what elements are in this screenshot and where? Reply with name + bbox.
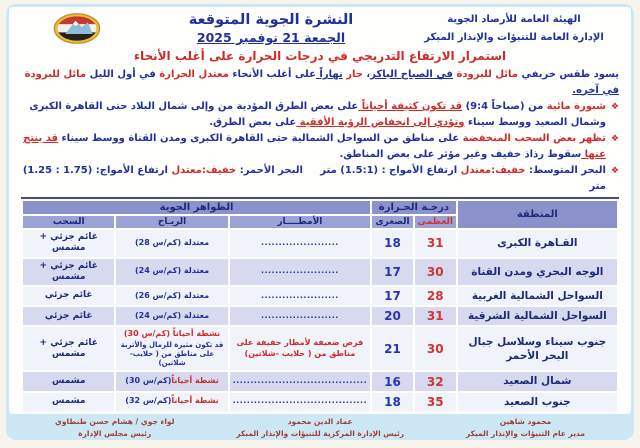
cell-clouds: غائم جزئي + مشمس [23, 230, 114, 257]
temperature-header: درجـة الحـرارة [372, 201, 456, 214]
agency-line-1: الهيئة العامة للأرصاد الجوية [447, 14, 581, 25]
cell-min: 17 [372, 287, 413, 305]
text-segment: (26 كم/س) [134, 290, 182, 300]
text-segment: شبورة مائية [543, 101, 606, 112]
text-segment: قد ينتج عنها [23, 133, 606, 160]
table-row-7 [23, 393, 617, 411]
text-segment: في أول الليل [86, 69, 156, 80]
page-title: النشرة الجوية المتوقعة [188, 12, 354, 28]
text-segment: (30 كم/س) [125, 376, 172, 386]
diamond-bullet-icon: ❖ [610, 102, 619, 112]
table-row-4 [23, 307, 617, 325]
cell-clouds: مشمس [23, 372, 114, 390]
text-segment: على أغلب الأنحاء [228, 69, 316, 80]
text-segment: خفيف:معتدل [167, 165, 237, 176]
header-row-1 [23, 201, 617, 214]
text-segment: متر [589, 180, 606, 192]
cell-clouds: مشمس [23, 393, 114, 411]
cell-clouds: غائم جزئي + مشمس [23, 259, 114, 286]
text-segment: على بعض الطرق المؤدية من وإلى شمال البلاد حتى القاهرة الكبرى وشمال الصعيد ووسط سيناء [29, 101, 606, 128]
sea-state-paragraph [21, 163, 619, 194]
cell-max: 30 [415, 259, 456, 286]
text-segment: في آخره. [572, 84, 619, 96]
headline: استمرار الارتفاع التدريجي في درجات الحرارة على أغلب الأنحاء [133, 49, 507, 63]
text-segment: (9:4 صباحاً) [465, 101, 525, 112]
bulletin-panel [9, 7, 631, 414]
cell-rain [230, 372, 370, 390]
cell-max: 30 [415, 327, 456, 370]
paragraph-text [21, 131, 606, 162]
phenomena-header: الظواهر الجوية [23, 201, 370, 214]
cell-wind [116, 287, 227, 305]
text-segment: تظهر بعض السحب المنخفضة [459, 133, 606, 144]
signature-central-admin-head [236, 416, 404, 439]
text-segment: البحر المتوسط: [525, 165, 606, 176]
paragraph-text [21, 163, 606, 194]
cell-wind [116, 259, 227, 286]
cell-min: 16 [372, 372, 413, 390]
text-segment: مائل للبرودة [452, 69, 518, 80]
text-segment: يسود طقس خريفي [517, 69, 619, 80]
cell-wind [116, 327, 227, 370]
text-segment: (1.25 : 1.75) [22, 165, 93, 176]
text-segment: معتدل الحرارة [155, 69, 229, 80]
text-segment: نشطة أحياناً [170, 329, 221, 339]
cell-max: 28 [415, 287, 456, 305]
paragraph-text [21, 99, 606, 130]
cell-max: 35 [415, 393, 456, 411]
cell-min: 18 [372, 393, 413, 411]
text-segment: مائل للبرودة [24, 69, 87, 80]
text-segment: (24 كم/س) [134, 266, 182, 276]
text-segment: قد تكون مثيرة للرمال والأتربة على مناطق من ( حلايب-شلاتين) [120, 341, 224, 368]
cell-wind [116, 230, 227, 257]
cell-region: الوجه البحري ومدن القناة [458, 259, 617, 286]
cell-rain [230, 259, 370, 286]
text-segment: متر [302, 165, 341, 176]
cell-min: 18 [372, 230, 413, 257]
cell-rain [230, 393, 370, 411]
text-segment: حار [342, 69, 363, 80]
clouds-header: السحب [23, 216, 114, 228]
text-segment: معتدلة [181, 310, 210, 320]
text-segment: نهاراً [315, 69, 343, 80]
cell-region: شمال الصعيد [458, 372, 617, 390]
cell-rain [230, 327, 370, 370]
signature-name: لواء جوي / هشام حسن طنطاوي [55, 417, 175, 427]
cell-max: 32 [415, 372, 456, 390]
text-segment: على مناطق من السواحل الشمالية حتى القاهرة الكبرى ومدن القناة ووسط سيناء [58, 133, 460, 144]
signature-title: مدير عام التنبؤات والإنذار المبكر [465, 429, 585, 438]
cell-rain [230, 230, 370, 257]
general-weather-paragraph [21, 67, 619, 98]
signature-name: عماد الدين محمود [287, 417, 353, 427]
signature-board-chairman [55, 416, 174, 439]
text-segment: (28 كم/س) [134, 237, 182, 247]
table-row-5 [23, 327, 617, 370]
text-segment: من [524, 101, 544, 112]
text-segment: (24 كم/س) [134, 310, 182, 320]
region-header: المنطقة [458, 201, 617, 228]
text-segment: ...................... [260, 266, 339, 276]
text-segment: قد تكون كثيفة أحياناً [358, 101, 463, 112]
clouds-paragraph [21, 131, 619, 162]
text-segment: سقوط رذاذ خفيف وغير مؤثر على بعض المناطق. [339, 148, 582, 160]
paragraph-text [21, 67, 619, 98]
cell-clouds: غائم جزئي + مشمس [23, 327, 114, 370]
signatures-footer [0, 416, 640, 440]
forecast-table-body [23, 230, 617, 411]
text-segment: نشطة أحياناً [171, 396, 219, 406]
diamond-bullet-icon: ❖ [610, 166, 619, 176]
cell-rain [230, 287, 370, 305]
table-row-6 [23, 372, 617, 390]
text-segment: البحر الأحمر: [236, 165, 303, 176]
cell-min: 21 [372, 327, 413, 370]
agency-name-block [409, 11, 619, 46]
text-segment: (1.5:1) [340, 165, 379, 176]
text-segment: ارتفاع الأمواج: [92, 165, 168, 176]
signature-director-general [466, 416, 585, 439]
text-segment: ...................... [260, 237, 339, 247]
text-segment: ...................... [260, 310, 339, 320]
document-header [21, 11, 619, 46]
text-segment: معتدلة [181, 237, 210, 247]
cell-min: 20 [372, 307, 413, 325]
forecast-table [21, 197, 619, 413]
cell-min: 17 [372, 259, 413, 286]
cell-wind [116, 372, 227, 390]
agency-line-2: الإدارة العامة للتنبؤات والإنذار المبكر [424, 31, 604, 43]
text-segment: فرص ضعيفة لأمطار خفيفة على مناطق من ( حلايب -شلاتين) [236, 338, 364, 358]
text-segment: ارتفاع الأمواج : [378, 165, 458, 176]
text-segment: نشطة أحياناً [171, 376, 219, 386]
bulletin-date: الجمعة 21 نوفمبر 2025 [196, 30, 346, 45]
signature-title: رئيس مجلس الإدارة [78, 429, 152, 438]
forecast-table-header [23, 201, 617, 228]
cell-clouds: غائم جزئي [23, 307, 114, 325]
text-segment: (30 كم/س) [123, 329, 171, 339]
cell-wind [116, 393, 227, 411]
cell-wind [116, 307, 227, 325]
text-segment: (32 كم/س) [125, 396, 172, 406]
temp-max-header: العظمى [415, 216, 456, 228]
cell-region: جنوب الصعيد [458, 393, 617, 411]
text-segment: ...................................... [232, 396, 368, 406]
table-row-2 [23, 259, 617, 286]
cell-region: جنوب سيناء وسلاسل جبال البحر الأحمر [458, 327, 617, 370]
text-segment: على بعض الطرق. [209, 116, 297, 128]
text-segment: معتدلة [181, 266, 210, 276]
logo-block [21, 11, 133, 46]
cell-region: القـاهرة الكبرى [458, 230, 617, 257]
cell-rain [230, 307, 370, 325]
table-row-1 [23, 230, 617, 257]
wind-header: الريـاح [116, 216, 227, 228]
title-block [133, 12, 409, 45]
signature-title: رئيس الإدارة المركزية للتنبؤات والإنذار المبكر [236, 429, 405, 438]
text-segment: في الصباح الباكر [370, 69, 453, 80]
text-segment: معتدلة [181, 290, 210, 300]
text-segment: وتؤدي إلى انخفاض الرؤية الأفقية [296, 116, 465, 128]
rain-header: الأمطــــار [230, 216, 370, 228]
cell-region: السواحل الشمالية الشرقية [458, 307, 617, 325]
text-segment: ...................... [260, 290, 339, 300]
fog-paragraph [21, 99, 619, 130]
temp-min-header: الصغرى [372, 216, 413, 228]
signature-name: محمود شاهين [499, 417, 552, 427]
cell-max: 31 [415, 230, 456, 257]
cell-region: السواحل الشمالية الغربية [458, 287, 617, 305]
text-segment: ، [362, 69, 371, 80]
cell-max: 31 [415, 307, 456, 325]
meteorological-authority-logo-icon [52, 11, 102, 46]
cell-clouds: غائم جزئي [23, 287, 114, 305]
text-segment: ...................................... [232, 376, 368, 386]
diamond-bullet-icon: ❖ [610, 134, 619, 144]
text-segment: خفيف:معتدل [457, 165, 526, 176]
table-row-3 [23, 287, 617, 305]
